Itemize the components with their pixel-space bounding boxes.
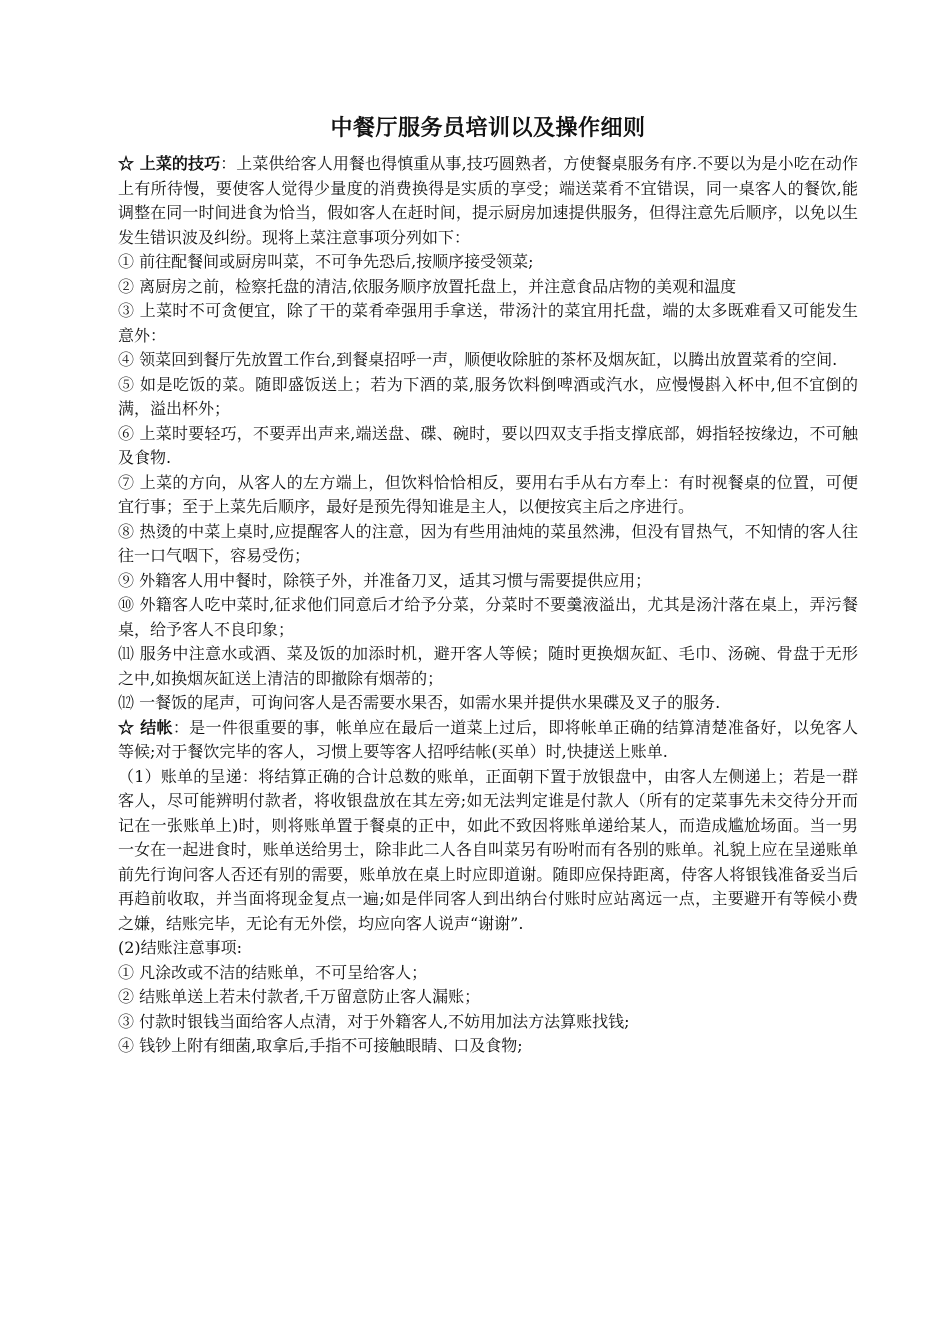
list-item: ② 离厨房之前，检察托盘的清洁,依服务顺序放置托盘上，并注意食品店物的美观和温度 (118, 276, 737, 296)
section-serving-intro (118, 152, 858, 250)
list-item: ⑤ 如是吃饭的菜。随即盛饭送上；若为下酒的菜,服务饮料倒啤酒或汽水，应慢慢斟入杯中,但不宜倒的满，溢出杯外； (118, 374, 858, 418)
list-item: ⑥ 上菜时要轻巧，不要弄出声来,端送盘、碟、碗时，要以四双支手指支撑底部，姆指轻按缘边，不可触及食物. (118, 423, 858, 467)
list-item: ⑦ 上菜的方向，从客人的左方端上，但饮料恰恰相反，要用右手从右方奉上：有时视餐桌的位置，可便宜行事；至于上菜先后顺序，最好是预先得知谁是主人，以便按宾主后之序进行。 (118, 472, 858, 516)
list-item: ③ 付款时银钱当面给客人点清，对于外籍客人,不妨用加法方法算账找钱; (118, 1011, 630, 1031)
list-item: ④ 领菜回到餐厅先放置工作台,到餐桌招呼一声，顺便收除脏的茶杯及烟灰缸，以腾出放置菜肴的空间. (118, 350, 838, 369)
section-checkout-intro (118, 716, 858, 765)
section-serving-heading: ☆ 上菜的技巧 (118, 154, 221, 173)
page-title: 中餐厅服务员培训以及操作细则 (330, 115, 646, 141)
checkout-notes-heading: (2)结账注意事项: (118, 938, 243, 957)
list-item: ⑧ 热烫的中菜上桌时,应提醒客人的注意，因为有些用油炖的菜虽然沸，但没有冒热气，不知情的客人往往一口气咽下，容易受伤； (118, 521, 858, 565)
list-item: ⑨ 外籍客人用中餐时，除筷子外，并准备刀叉，适其习惯与需要提供应用； (118, 570, 652, 590)
list-item: ① 前往配餐间或厨房叫菜，不可争先恐后,按顺序接受领菜; (118, 252, 534, 271)
list-item: ③ 上菜时不可贪便宜，除了干的菜肴牵强用手拿送，带汤汁的菜宜用托盘，端的太多既难看又可能发生意外： (118, 301, 858, 345)
list-item: ① 凡涂改或不洁的结账单，不可呈给客人； (118, 962, 428, 982)
section-checkout-heading: ☆ 结帐 (118, 717, 173, 737)
document-page (118, 112, 858, 1059)
section-serving-text: ：上菜供给客人用餐也得慎重从事,技巧圆熟者，方使餐桌服务有序.不要以为是小吃在动作上有所待慢，要使客人觉得少量度的消费换得是实质的享受；端送菜肴不宜错误，同一桌客人的餐饮,能调整在同一时间进食为恰当，假如客人在赶时间，提示厨房加速提供服务，但得注意先后顺序，以免以生发生错识波及纠纷。现将上菜注意事项分列如下： (118, 154, 858, 247)
section-checkout-text: ：是一件很重要的事，帐单应在最后一道菜上过后，即将帐单正确的结算清楚准备好，以免客人等候;对于餐饮完毕的客人，习惯上要等客人招呼结帐(买单）时,快捷送上账单. (118, 717, 858, 761)
list-item: ⑿ 一餐饭的尾声，可询问客人是否需要水果否，如需水果并提供水果碟及叉子的服务. (118, 693, 721, 712)
bill-presentation-paragraph: （1）账单的呈递：将结算正确的合计总数的账单，正面朝下置于放银盘中，由客人左侧递上；若是一群客人，尽可能辨明付款者，将收银盘放在其左旁;如无法判定谁是付款人（所有的定菜事先未交待分开而记在一张账单上)时，则将账单置于餐桌的正中，如此不致因将账单递给某人，而造成尴尬场面。当一男一女在一起进食时，账单送给男士，除非此二人各自叫菜另有吩咐而有各别的账单。礼貌上应在呈递账单前先行询问客人否还有别的需要，账单放在桌上时应即道谢。随即应保持距离，侍客人将银钱准备妥当后再趋前收取，并当面将现金复点一遍;如是伴同客人到出纳台付账时应站离远一点，主要避开有等候小费之嫌，结账完毕，无论有无外偿，均应向客人说声“谢谢”. (118, 766, 858, 933)
list-item: ⑩ 外籍客人吃中菜时,征求他们同意后才给予分菜，分菜时不要羹液溢出，尤其是汤汁落在桌上，弄污餐桌，给予客人不良印象； (118, 595, 858, 639)
list-item: ② 结账单送上若未付款者,千万留意防止客人漏账； (118, 987, 481, 1006)
list-item: ⑾ 服务中注意水或酒、菜及饭的加添时机，避开客人等候；随时更换烟灰缸、毛巾、汤碗、骨盘于无形之中,如换烟灰缸送上清洁的即撤除有烟蒂的； (118, 644, 858, 688)
list-item: ④ 钱钞上附有细菌,取拿后,手指不可接触眼睛、口及食物; (118, 1036, 523, 1055)
